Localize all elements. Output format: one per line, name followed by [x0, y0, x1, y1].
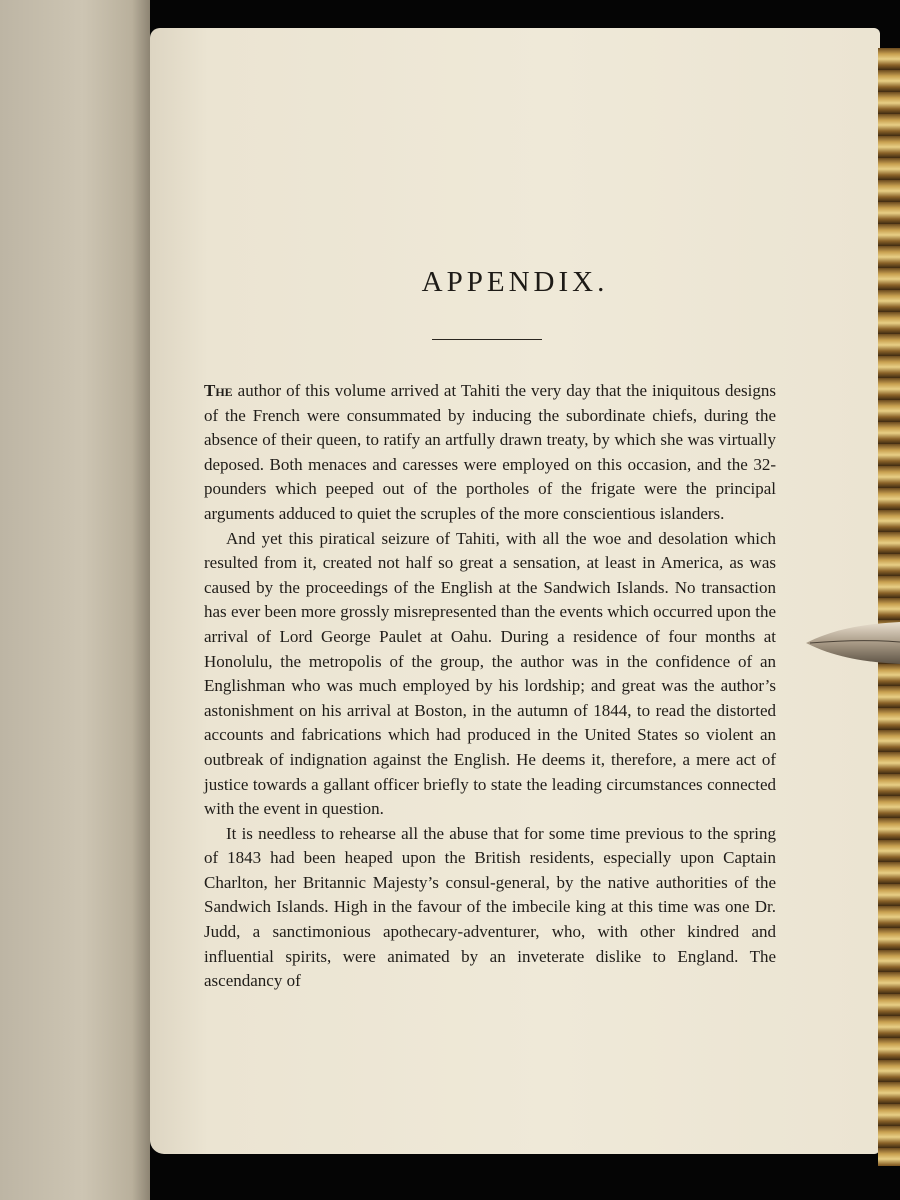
paragraph-1	[204, 379, 776, 527]
page-title: APPENDIX.	[421, 266, 609, 298]
paragraph-3: It is needless to rehearse all the abuse that for some time previous to the spring of 1843 had been heaped upon the British residents, especially upon Captain Charlton, her Britannic Majesty’s consul-general, by the native authorities of the Sandwich Islands. High in the favour of the imbecile king at this time was one Dr. Judd, a sanctimonious apothecary-adventurer, who, with other kindred and influential spirits, were animated by an inveterate dislike to England. The ascendancy of	[204, 823, 776, 991]
left-page-blank	[0, 0, 150, 1200]
drop-word: The	[204, 381, 233, 400]
paragraph-2: And yet this piratical seizure of Tahiti, with all the woe and desolation which resulted from it, created not half so great a sensation, at least in America, as was caused by the proceedings of the English at the Sandwich Islands. No transaction has ever been more grossly misrepresented than the events which occurred upon the arrival of Lord George Paulet at Oahu. During a residence of four months at Honolulu, the metropolis of the group, the author was in the confidence of an Englishman who was much employed by his lordship; and great was the author’s astonishment on his arrival at Boston, in the autumn of 1844, to read the distorted accounts and fabrications which had produced in the United States so violent an outbreak of indignation against the English. He deems it, therefore, a mere act of justice towards a gallant officer briefly to state the leading circumstances connected with the event in question.	[204, 528, 776, 819]
gilt-fore-edge	[878, 48, 900, 1166]
title-rule	[432, 339, 542, 340]
body-text	[204, 379, 776, 994]
bookmark-icon	[806, 618, 900, 668]
paragraph-1-text: author of this volume arrived at Tahiti the very day that the iniquitous designs of the French were consummated by inducing the subordinate chiefs, during the absence of their queen, to ratify an artfully drawn treaty, by which she was virtually deposed. Both menaces and caresses were employed on this occasion, and the 32-pounders which peeped out of the portholes of the frigate were the principal arguments adduced to quiet the scruples of the more conscientious islanders.	[204, 381, 776, 523]
